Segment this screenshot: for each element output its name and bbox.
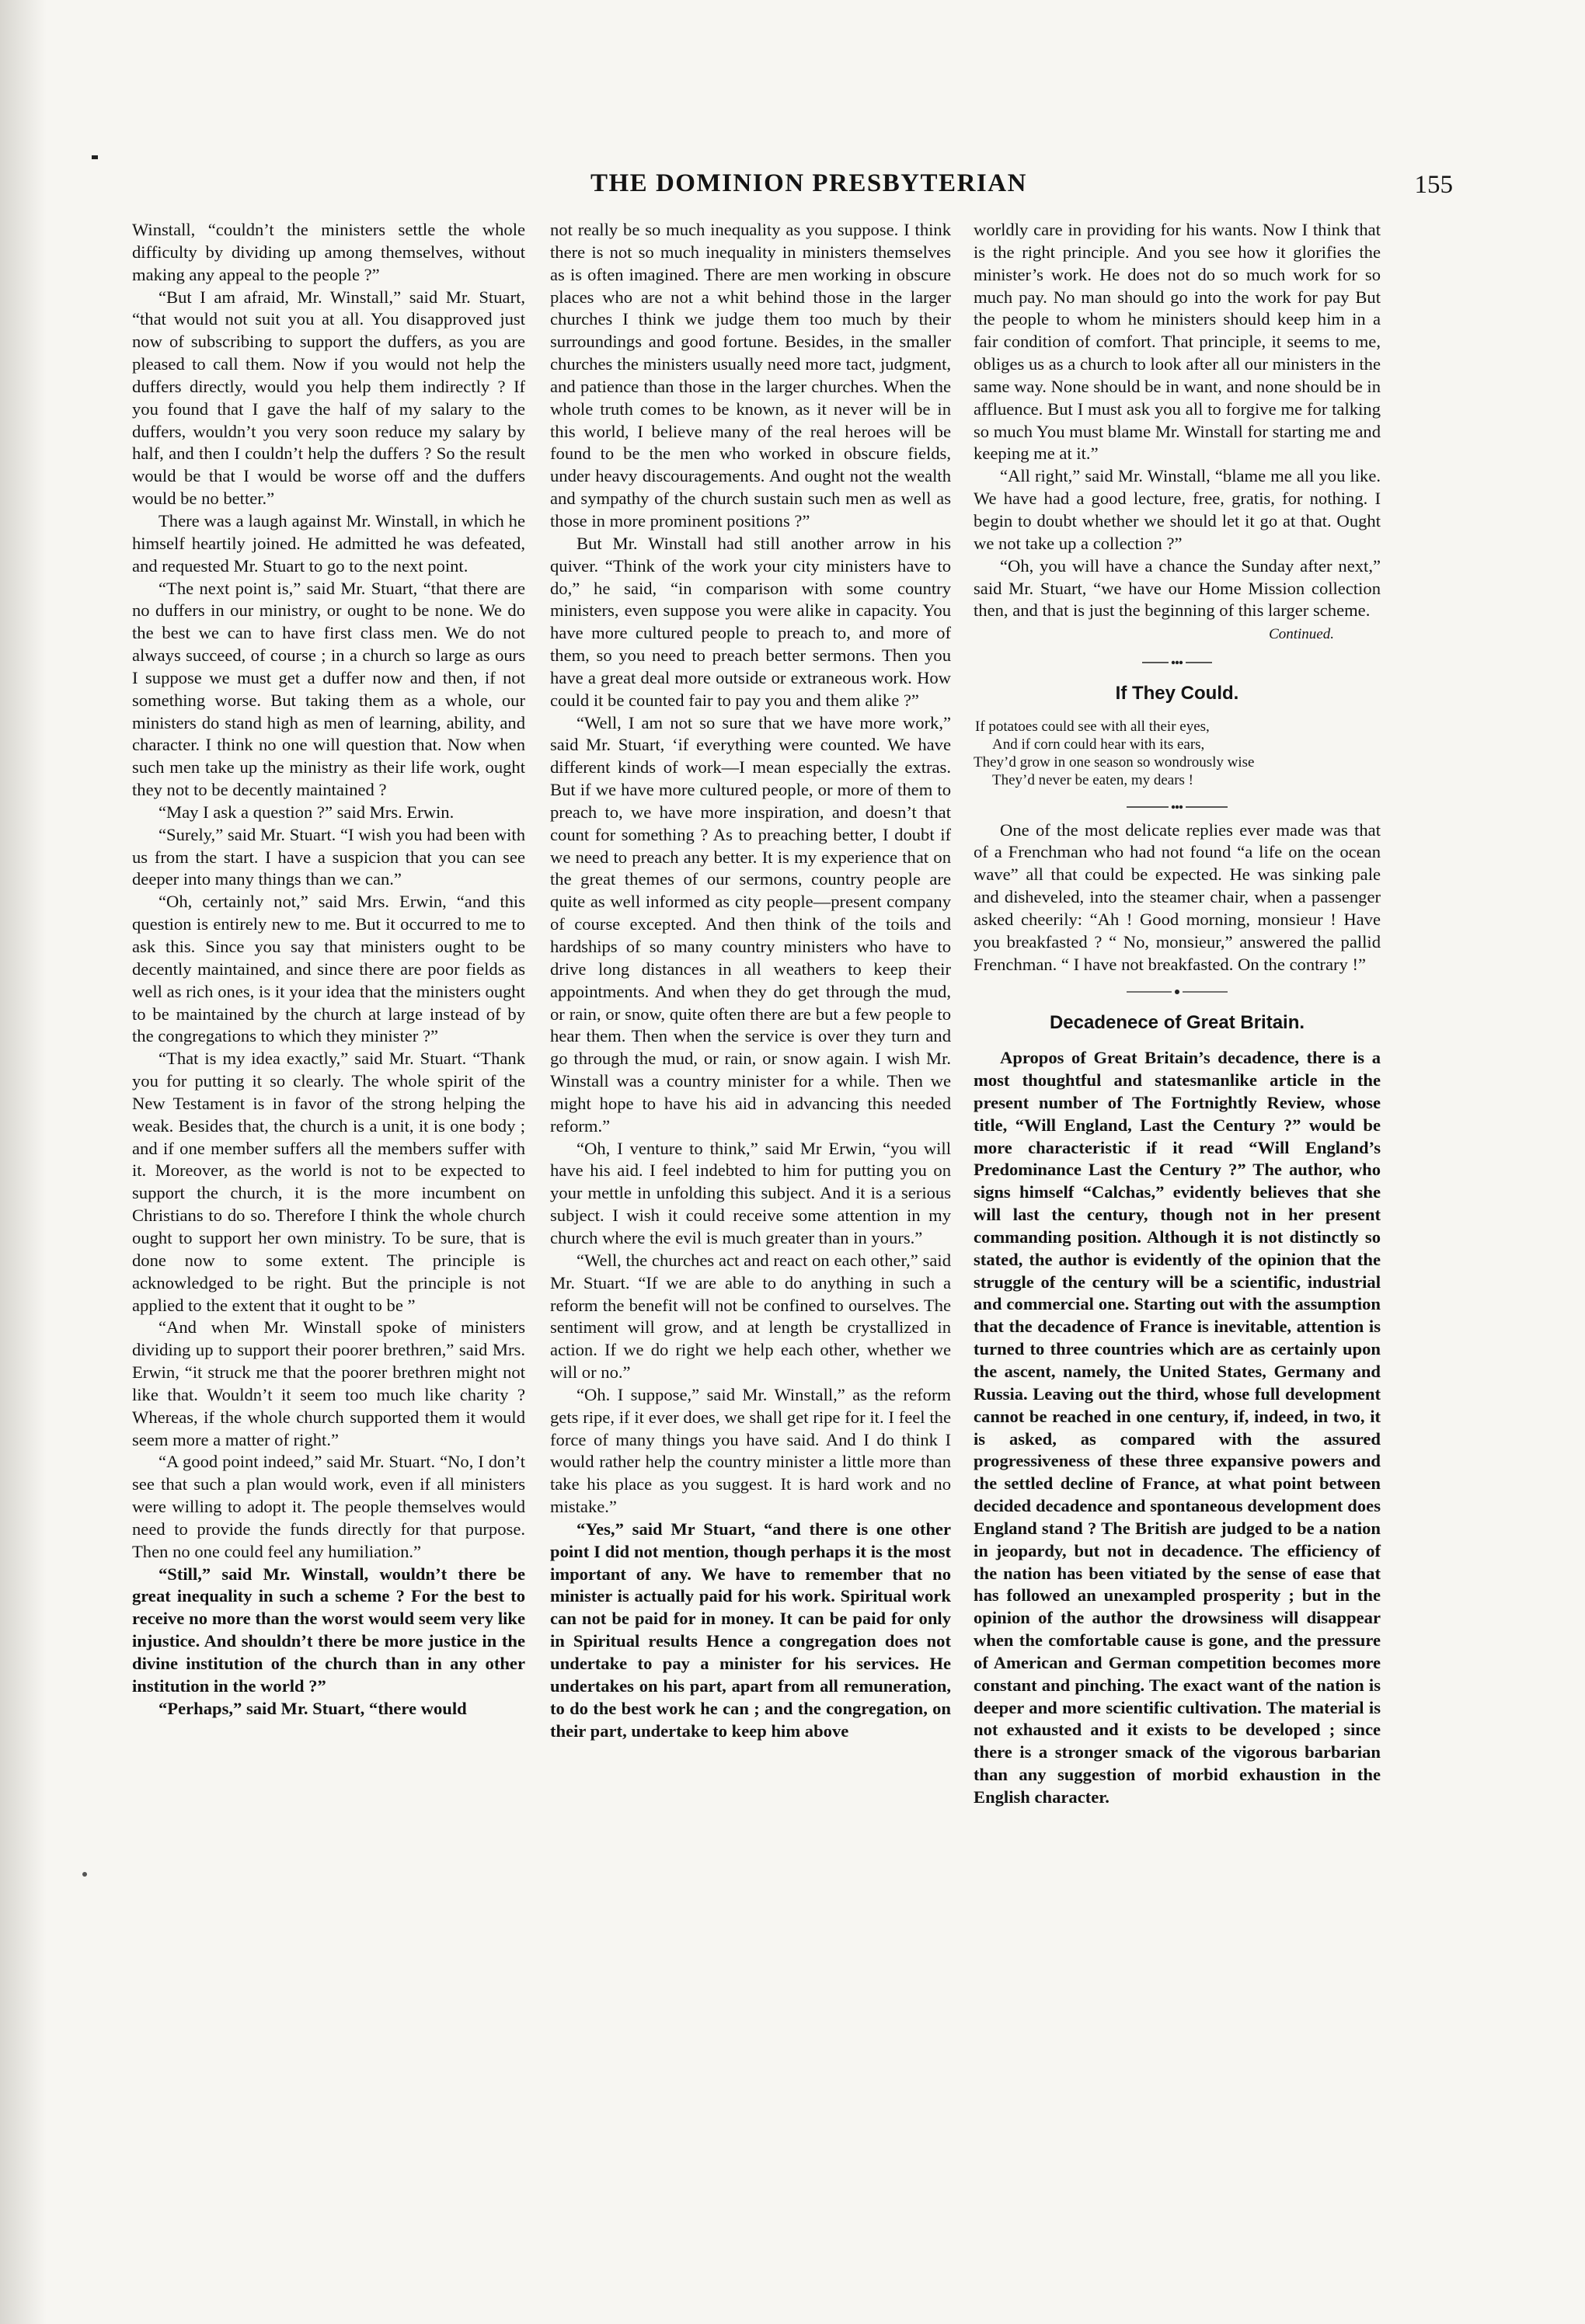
paragraph: Winstall, “couldn’t the ministers settle the whole difficulty by dividing up among themselves, without making any appeal to the people ?” xyxy=(132,220,525,284)
paragraph: “Yes,” said Mr Stuart, “and there is one other point I did not mention, though perhaps it is the most important of any. We have to remember that no minister is actually paid for his work. Spiritual work can not be paid for in money. It can be paid for only in Spiritual results Hence a congregation does not undertake to pay a minister for his services. He undertakes on his part, apart from all remuneration, to do the best work he can ; and the congregation, on their part, undertake to keep him above xyxy=(550,1519,951,1741)
poem-line: They’d grow in one season so wondrously wise xyxy=(974,753,1255,771)
scan-edge-shadow xyxy=(0,0,47,2324)
paragraph: “And when Mr. Winstall spoke of ministers dividing up to support their poorer brethren,” said Mrs. Erwin, “it struck me that the poorer brethren might not like that. Wouldn’t it seem too much like charity ? Whereas, if the whole church supported them it would seem more a matter of right.” xyxy=(132,1317,525,1449)
paragraph: “That is my idea exactly,” said Mr. Stuart. “Thank you for putting it so clearly. The whole spirit of the New Testament is in favor of the strong helping the weak. Besides that, the church is a unit, it is one body ; and if one member suffers all the members suffer with it. Moreover, as the world is not to be expected to support the church, it is the more incumbent on Christians to do so. Therefore I think the whole church ought to support her own ministry. To be sure, that is done now to some extent. The principle is acknowledged to be right. But the principle is not applied to the extent that it ought to be ” xyxy=(132,1049,525,1315)
poem-line: If potatoes could see with all their eyes, xyxy=(975,718,1210,735)
paragraph: Apropos of Great Britain’s decadence, there is a most thoughtful and statesmanlike article in the present number of The Fortnightly Review, whose title, “Will England, Last the Century ?” would be more characteristic if it read “Will England’s Predominance Last the Century ?” The author, who signs himself “Calchas,” evidently believes that she will last the century, though not in her present commanding position. Although it is not distinctly so stated, the author is evidently of the opinion that the struggle of the century will be a scientific, industrial and commercial one. Starting out with the assumption that the decadence of France is inevitable, attention is turned to three countries which are as certainly upon the ascent, namely, the United States, Germany and Russia. Leaving out the third, whose full development cannot be reached in one century, if, indeed, in two, it is asked, as compared with the assured progressiveness of these three expansive powers and the settled decline of France, at what point between decided decadence and spontaneous development does England stand ? The British are judged to be a nation in jeopardy, but not in decadence. The efficiency of the nation has been vitiated by the sense of ease that has followed an unexampled prosperity ; but in the opinion of the author the drowsiness will disappear when the comfortable cause is gone, and the pressure of American and German competition becomes more constant and pinching. The exact want of the nation is deeper and more scientific cultivation. The material is not exhausted and it exists to be developed ; since there is a stronger smack of the vigorous barbarian than any suggestion of morbid exhaustion in the English character. xyxy=(974,1048,1381,1807)
paragraph: One of the most delicate replies ever made was that of a Frenchman who had not found “a life on the ocean wave” all that could be expected. He was sinking pale and disheveled, into the steamer chair, when a passenger asked cheerily: “Ah ! Good morning, monsieur ! Have you breakfasted ? “ No, monsieur,” answered the pallid Frenchman. “ I have not breakfasted. On the contrary !” xyxy=(974,819,1381,974)
paragraph: “All right,” said Mr. Winstall, “blame me all you like. We have had a good lecture, free, gratis, for nothing. I begin to doubt whether we should let it go at that. Ought we not take up a collection ?” xyxy=(974,466,1381,553)
paragraph: “Well, I am not so sure that we have more work,” said Mr. Stuart, ‘if everything were counted. We have different kinds of work—I mean especially the extras. But if we have more cultured people, or more of them to preach to, we have more inspiration, and doesn’t that count for something ? As to preaching better, I doubt if we need to preach any better. It is my experience that on the great themes of our sermons, country people are quite as well informed as city people—present company of course excepted. And then think of the toils and hardships of so many country ministers who have to drive long distances in all weathers to keep their appointments. And when they do get through the mud, or rain, or snow, quite often there are but a few people to hear them. Then when the service is over they turn and go through the mud, or rain, or snow again. I wish Mr. Winstall was a country minister for a while. Then we might hope to have his aid in advancing this needed reform.” xyxy=(550,712,951,1136)
paragraph: worldly care in providing for his wants. Now I think that is the right principle. And you see how it glorifies the minister’s work. He does not do so much work for so much pay. No man should go into the work for pay But the people to whom he ministers should keep him in a fair condition of comfort. That principle, it seems to me, obliges us as a church to look after all our ministers in the same way. None should be in want, and none should be in affluence. But I must ask you all to forgive me for talking so much You must blame Mr. Winstall for starting me and keeping me at it.” xyxy=(974,220,1381,464)
poem xyxy=(974,718,1381,789)
paragraph: “Surely,” said Mr. Stuart. “I wish you had been with us from the start. I have a suspicion that you can see deeper into many things than we can.” xyxy=(132,824,525,889)
article-heading: If They Could. xyxy=(1115,682,1239,704)
column-3 xyxy=(974,219,1381,1809)
paragraph: There was a laugh against Mr. Winstall, in which he himself heartily joined. He admitted he was defeated, and requested Mr. Stuart to go to the next point. xyxy=(132,510,525,576)
paragraph: “The next point is,” said Mr. Stuart, “that there are no duffers in our ministry, or ought to be none. We do the best we can to have first class men. We do not always succeed, of course ; in a church so large as ours I suppose we must get a duffer now and then, if not something worse. But taking them as a whole, our ministers do stand high as men of learning, ability, and character. I think no one will question that. Now when such men take up the ministry as their life work, ought they not to be decently maintained ? xyxy=(132,578,525,800)
paragraph: not really be so much inequality as you suppose. I think there is not so much inequality in ministers themselves as is often imagined. There are men working in obscure places who are not a whit behind those in the larger churches I think we judge them too much by their surroundings and good fortune. Besides, in the smaller churches the ministers usually need more tact, judgment, and patience than those in the larger churches. When the whole truth comes to be known, as it never will be in this world, I believe many of the real heroes will be found to be the men who worked in obscure fields, under heavy discouragements. And ought not the wealth and sympathy of the church sustain such men as well as those in more prominent positions ?” xyxy=(550,220,951,531)
paragraph: “Still,” said Mr. Winstall, wouldn’t there be great inequality in such a scheme ? For the best to receive no more than the worst would seem very like injustice. And shouldn’t there be more justice in the divine institution of the church than in any other institution in the world ?” xyxy=(132,1564,525,1696)
running-title: THE DOMINION PRESBYTERIAN xyxy=(590,169,1027,197)
column-1 xyxy=(132,219,525,1720)
paragraph: “Oh. I suppose,” said Mr. Winstall,” as the reform gets ripe, if it ever does, we shall get ripe for it. I feel the force of many things you have said. And I do think I would rather help the country minister a little more than take his place as you suggest. It is hard work and no mistake.” xyxy=(550,1384,951,1517)
paragraph: “But I am afraid, Mr. Winstall,” said Mr. Stuart, “that would not suit you at all. You disapproved just now of subscribing to support the duffers, as you are pleased to call them. Now if you would not help the duffers directly, would you help them indirectly ? If you found that I gave the half of my salary to the duffers, wouldn’t you very soon reduce my salary by half, and then I couldn’t help the duffers ? So the result would be that I would be worse off and the duffers would be no better.” xyxy=(132,287,525,509)
column-2 xyxy=(550,219,951,1742)
poem-line: They’d never be eaten, my dears ! xyxy=(992,771,1194,788)
article-heading: Decadenece of Great Britain. xyxy=(1049,1012,1305,1034)
paragraph: But Mr. Winstall had still another arrow in his quiver. “Think of the work your city ministers have to do,” he said, “in comparison with some country ministers, even suppose you were alike in capacity. You have more cultured people to preach to, and more of them, so you need to preach better sermons. Then you have a great deal more outside or extraneous work. How could it be counted fair to pay you and them alike ?” xyxy=(550,533,951,710)
ornament-divider xyxy=(974,649,1381,672)
paragraph: “Oh, certainly not,” said Mrs. Erwin, “and this question is entirely new to me. But it occurred to me to ask this. Since you say that ministers ought to be decently maintained, and since there are poor fields as well as rich ones, is it your idea that the ministers ought to be maintained by the church at large instead of by the congregations to which they minister ?” xyxy=(132,892,525,1046)
paragraph: “Well, the churches act and react on each other,” said Mr. Stuart. “If we are able to do anything in such a reform the benefit will not be confined to ourselves. The sentiment will grow, and at length be crystallized in action. If we do right we help each other, whether we will or no.” xyxy=(550,1250,951,1383)
margin-speck xyxy=(82,1872,87,1877)
ornament-divider xyxy=(974,794,1381,816)
page-number: 155 xyxy=(1414,171,1453,199)
paragraph: “Perhaps,” said Mr. Stuart, “there would xyxy=(158,1698,467,1718)
continued-note: Continued. xyxy=(1269,626,1334,643)
ornament-divider xyxy=(974,979,1381,1001)
paragraph: “A good point indeed,” said Mr. Stuart. “No, I don’t see that such a plan would work, even if all ministers were willing to adopt it. The people themselves would need to provide the funds directly for that purpose. Then no one could feel any humiliation.” xyxy=(132,1452,525,1561)
paragraph: “Oh, I venture to think,” said Mr Erwin, “you will have his aid. I feel indebted to him for putting you on your mettle in unfolding this subject. And it is a serious subject. I wish it could receive some attention in my church where the evil is much greater than in yours.” xyxy=(550,1138,951,1247)
paragraph: “May I ask a question ?” said Mrs. Erwin. xyxy=(158,802,455,822)
margin-mark xyxy=(92,155,98,159)
paragraph: “Oh, you will have a chance the Sunday after next,” said Mr. Stuart, “we have our Home Mission collection then, and that is just the beginning of this larger scheme. xyxy=(974,555,1381,621)
poem-line: And if corn could hear with its ears, xyxy=(992,736,1205,753)
page-header xyxy=(536,169,1453,208)
